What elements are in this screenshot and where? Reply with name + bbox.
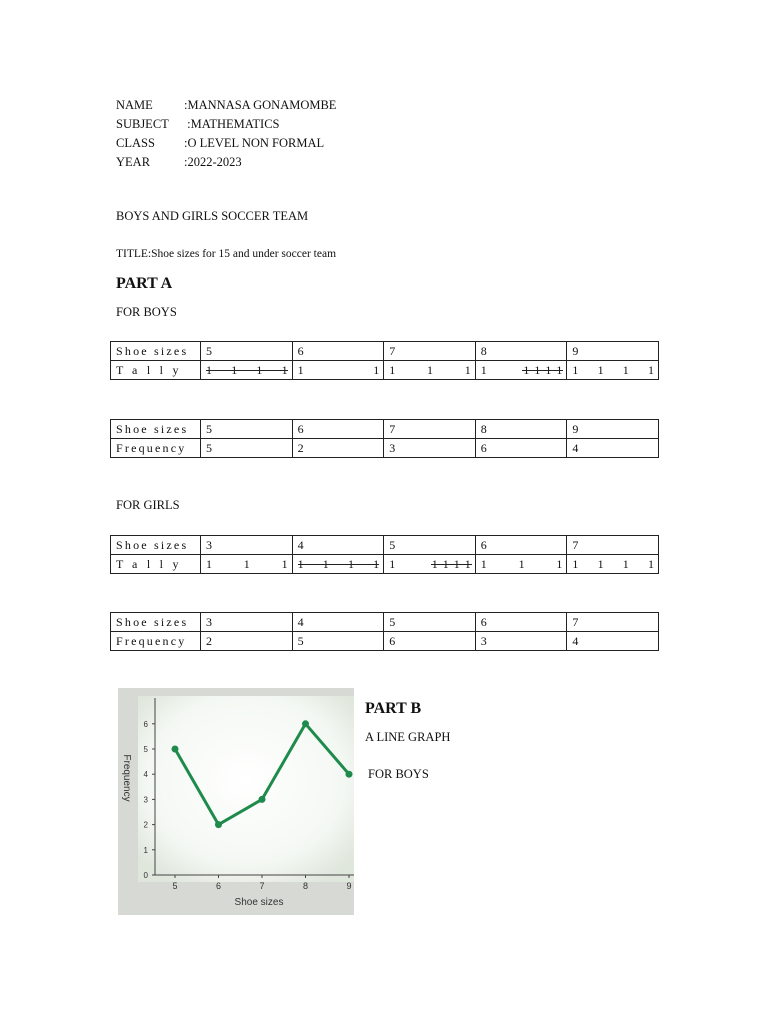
tally-cell [201,555,293,574]
tally-cell [567,555,659,574]
tally-cell [292,555,384,574]
size-cell: 6 [475,613,567,632]
size-cell: 5 [201,342,293,361]
data-point [259,796,266,803]
tally-label: Tally [111,361,201,380]
plot-area [138,696,354,882]
tally-marks: 1 1 1 1 [572,362,654,377]
tally-marks: 1 1 1 1 [572,556,654,571]
y-tick-label: 0 [143,871,148,880]
tally-cell [475,555,567,574]
frequency-cell: 3 [475,632,567,651]
tally-cell [292,361,384,380]
x-tick-label: 5 [172,881,178,891]
for-boys-graph-heading: FOR BOYS [368,767,429,781]
x-tick-label: 6 [215,881,222,891]
frequency-cell: 2 [292,439,384,458]
tally-cell [475,361,567,380]
frequency-cell: 2 [201,632,293,651]
frequency-cell: 4 [567,632,659,651]
data-point [346,771,353,778]
frequency-cell: 6 [475,439,567,458]
tally-cell [384,361,476,380]
x-tick-label: 9 [346,881,352,891]
shoe-sizes-label: Shoe sizes [111,342,201,361]
x-axis-label: Shoe sizes [234,897,284,908]
data-point [302,720,309,727]
info-row-class [116,134,336,153]
size-cell: 4 [292,536,384,555]
y-tick-label: 5 [143,745,148,754]
info-value: :O LEVEL NON FORMAL [184,136,325,150]
girls-tally-table [110,535,659,574]
data-point [215,821,222,828]
size-cell: 9 [567,420,659,439]
data-point [172,746,179,753]
table-row [111,342,659,361]
size-cell: 5 [384,613,476,632]
table-row [111,439,659,458]
table-row [111,420,659,439]
boys-tally-table [110,341,659,380]
info-value: :2022-2023 [184,155,242,169]
tally-cell [384,555,476,574]
y-tick-label: 3 [143,795,148,805]
y-tick-label: 2 [143,820,148,830]
info-key: CLASS [116,136,155,150]
shoe-sizes-label: Shoe sizes [111,420,201,439]
tally-marks: 1 1 1 [389,362,471,377]
title-line: TITLE:Shoe sizes for 15 and under soccer team [116,248,337,260]
shoe-sizes-label: Shoe sizes [111,613,201,632]
line-graph [118,688,354,915]
team-heading: BOYS AND GIRLS SOCCER TEAM [116,209,309,223]
size-cell: 5 [201,420,293,439]
x-tick-label: 7 [259,881,265,891]
info-row-subject [116,115,336,134]
tally-marks: 1 1 1 [480,556,563,571]
line-graph-svg [118,688,354,915]
boys-frequency-table [110,419,659,458]
table-row [111,613,659,632]
table-row [111,536,659,555]
size-cell: 7 [567,536,659,555]
size-cell: 5 [384,536,476,555]
size-cell: 4 [292,613,384,632]
frequency-cell: 5 [201,439,293,458]
info-value: :MANNASA GONAMOMBE [184,98,337,112]
frequency-label: Frequency [111,632,201,651]
size-cell: 6 [292,420,384,439]
y-tick-label: 1 [143,845,148,855]
info-key: YEAR [116,155,151,169]
info-row-year [116,153,336,172]
tally-marks: 1 1 1 1 1 [389,556,471,571]
boys-heading: FOR BOYS [116,305,177,319]
tally-label: Tally [111,555,201,574]
tally-marks: 1 1 1 [206,556,288,571]
tally-cell [201,361,293,380]
info-key: SUBJECT [116,117,169,131]
y-tick-label: 6 [143,719,148,729]
frequency-cell: 6 [384,632,476,651]
frequency-cell: 4 [567,439,659,458]
table-row [111,361,659,380]
part-a-heading: PART A [116,275,173,292]
girls-frequency-table [110,612,659,651]
size-cell: 6 [475,536,567,555]
tally-marks: 1 1 1 1 [206,363,292,378]
size-cell: 8 [475,342,567,361]
info-value: :MATHEMATICS [184,117,280,131]
size-cell: 7 [384,420,476,439]
size-cell: 3 [201,613,293,632]
size-cell: 3 [201,536,293,555]
frequency-cell: 5 [292,632,384,651]
size-cell: 6 [292,342,384,361]
y-tick-label: 4 [143,770,148,780]
frequency-cell: 3 [384,439,476,458]
table-row [111,555,659,574]
shoe-sizes-label: Shoe sizes [111,536,201,555]
student-info [116,96,336,172]
info-row-name [116,96,336,115]
tally-marks: 1 1 [297,362,380,377]
info-key: NAME [116,98,153,112]
y-axis-label: Frequency [121,754,132,802]
size-cell: 9 [567,342,659,361]
tally-marks: 1 1 1 1 [298,557,384,572]
line-graph-heading: A LINE GRAPH [365,730,451,744]
table-row [111,632,659,651]
part-b-heading: PART B [365,700,422,717]
part-b [365,700,450,782]
frequency-label: Frequency [111,439,201,458]
x-tick-label: 8 [302,881,309,891]
tally-marks: 1 1 1 1 1 [480,362,563,377]
girls-heading: FOR GIRLS [116,498,180,512]
size-cell: 8 [475,420,567,439]
tally-cell [567,361,659,380]
size-cell: 7 [567,613,659,632]
size-cell: 7 [384,342,476,361]
